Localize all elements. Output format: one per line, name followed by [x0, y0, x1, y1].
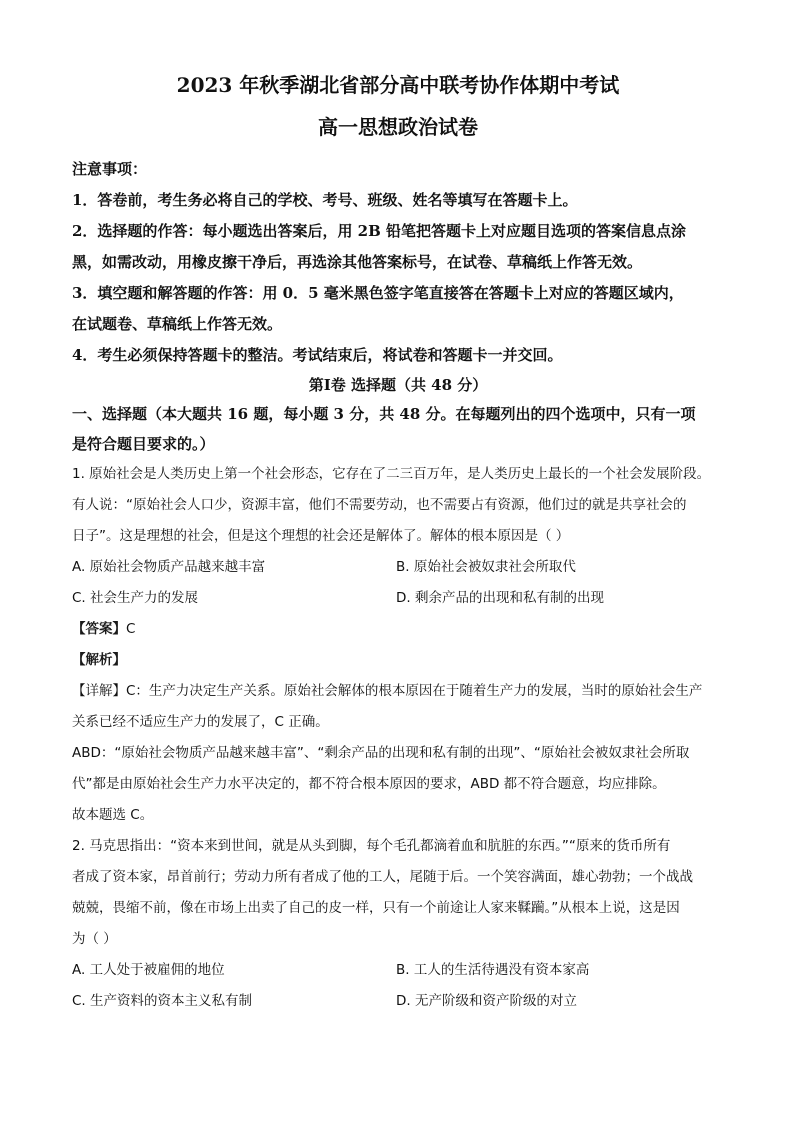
notice-line: 黑，如需改动，用橡皮擦干净后，再选涂其他答案标号，在试卷、草稿纸上作答无效。: [72, 253, 643, 271]
exam-subtitle: 高一思想政治试卷: [318, 115, 478, 139]
question-stem-line: 为（ ）: [72, 931, 117, 947]
option-d: D. 无产阶级和资产阶级的对立: [396, 993, 577, 1009]
option-a: A. 工人处于被雇佣的地位: [72, 962, 225, 978]
question-1: [72, 459, 724, 831]
notice-line: 3．填空题和解答题的作答：用 0．5 毫米黑色签字笔直接答在答题卡上对应的答题区域内，: [72, 284, 684, 302]
option-b: B. 原始社会被奴隶社会所取代: [396, 559, 576, 575]
question-stem-line: 兢兢，畏缩不前，像在市场上出卖了自己的皮一样，只有一个前途让人家来鞣躏。”从根本上说，这是因: [72, 900, 680, 916]
section-intro-line: 是符合题目要求的。）: [72, 435, 215, 453]
option-grid: [72, 955, 724, 1017]
question-2: [72, 831, 724, 1017]
question-stem-line: 有人说：“原始社会人口少，资源丰富，他们不需要劳动，也不需要占有资源，他们过的就是共享社会的: [72, 497, 687, 513]
option-grid: [72, 552, 724, 614]
option-a: A. 原始社会物质产品越来越丰富: [72, 559, 266, 575]
question-stem-line: 者成了资本家，昂首前行；劳动力所有者成了他的工人，尾随于后。一个笑容满面，雄心勃勃；一个战战: [72, 869, 693, 885]
answer-line: [72, 614, 724, 645]
analysis-line: [72, 645, 724, 676]
notice-block: [72, 154, 724, 371]
detail-line: 代”都是由原始社会生产力水平决定的，都不符合根本原因的要求，ABD 都不符合题意，均应排除。: [72, 776, 666, 792]
notice-heading: 注意事项：: [72, 160, 148, 178]
answer-value: C: [126, 621, 136, 637]
option-c: C. 社会生产力的发展: [72, 590, 199, 606]
notice-line: 4．考生必须保持答题卡的整洁。考试结束后，将试卷和答题卡一并交回。: [72, 346, 563, 364]
option-c: C. 生产资料的资本主义私有制: [72, 993, 253, 1009]
notice-line: 在试题卷、草稿纸上作答无效。: [72, 315, 283, 333]
notice-line: 1．答卷前，考生务必将自己的学校、考号、班级、姓名等填写在答题卡上。: [72, 191, 578, 209]
notice-line: 2．选择题的作答：每小题选出答案后，用 2B 铅笔把答题卡上对应题目选项的答案信息点涂: [72, 222, 687, 240]
section-heading: 第Ⅰ卷 选择题（共 48 分）: [308, 376, 488, 394]
section-intro-line: 一、选择题（本大题共 16 题，每小题 3 分，共 48 分。在每题列出的四个选项中，只有一项: [72, 405, 696, 423]
option-d: D. 剩余产品的出现和私有制的出现: [396, 590, 604, 606]
question-stem-line: 2. 马克思指出：“资本来到世间，就是从头到脚，每个毛孔都滴着血和肮脏的东西。”“原来的货币所有: [72, 838, 671, 854]
detail-line: 【详解】C：生产力决定生产关系。原始社会解体的根本原因在于随着生产力的发展，当时的原始社会生产: [72, 683, 703, 699]
option-b: B. 工人的生活待遇没有资本家高: [396, 962, 590, 978]
question-stem-line: 1. 原始社会是人类历史上第一个社会形态，它存在了二三百万年，是人类历史上最长的一个社会发展阶段。: [72, 466, 711, 482]
analysis-label: 【解析】: [72, 652, 126, 668]
detail-line: 关系已经不适应生产力的发展了，C 正确。: [72, 714, 329, 730]
question-stem-line: 日子”。这是理想的社会，但是这个理想的社会还是解体了。解体的根本原因是（ ）: [72, 528, 570, 544]
detail-line: 故本题选 C。: [72, 807, 154, 823]
exam-title: 2023 年秋季湖北省部分高中联考协作体期中考试: [176, 73, 620, 97]
answer-label: 【答案】: [72, 621, 126, 637]
detail-line: ABD：“原始社会物质产品越来越丰富”、“剩余产品的出现和私有制的出现”、“原始社会被奴隶社会所取: [72, 745, 690, 761]
